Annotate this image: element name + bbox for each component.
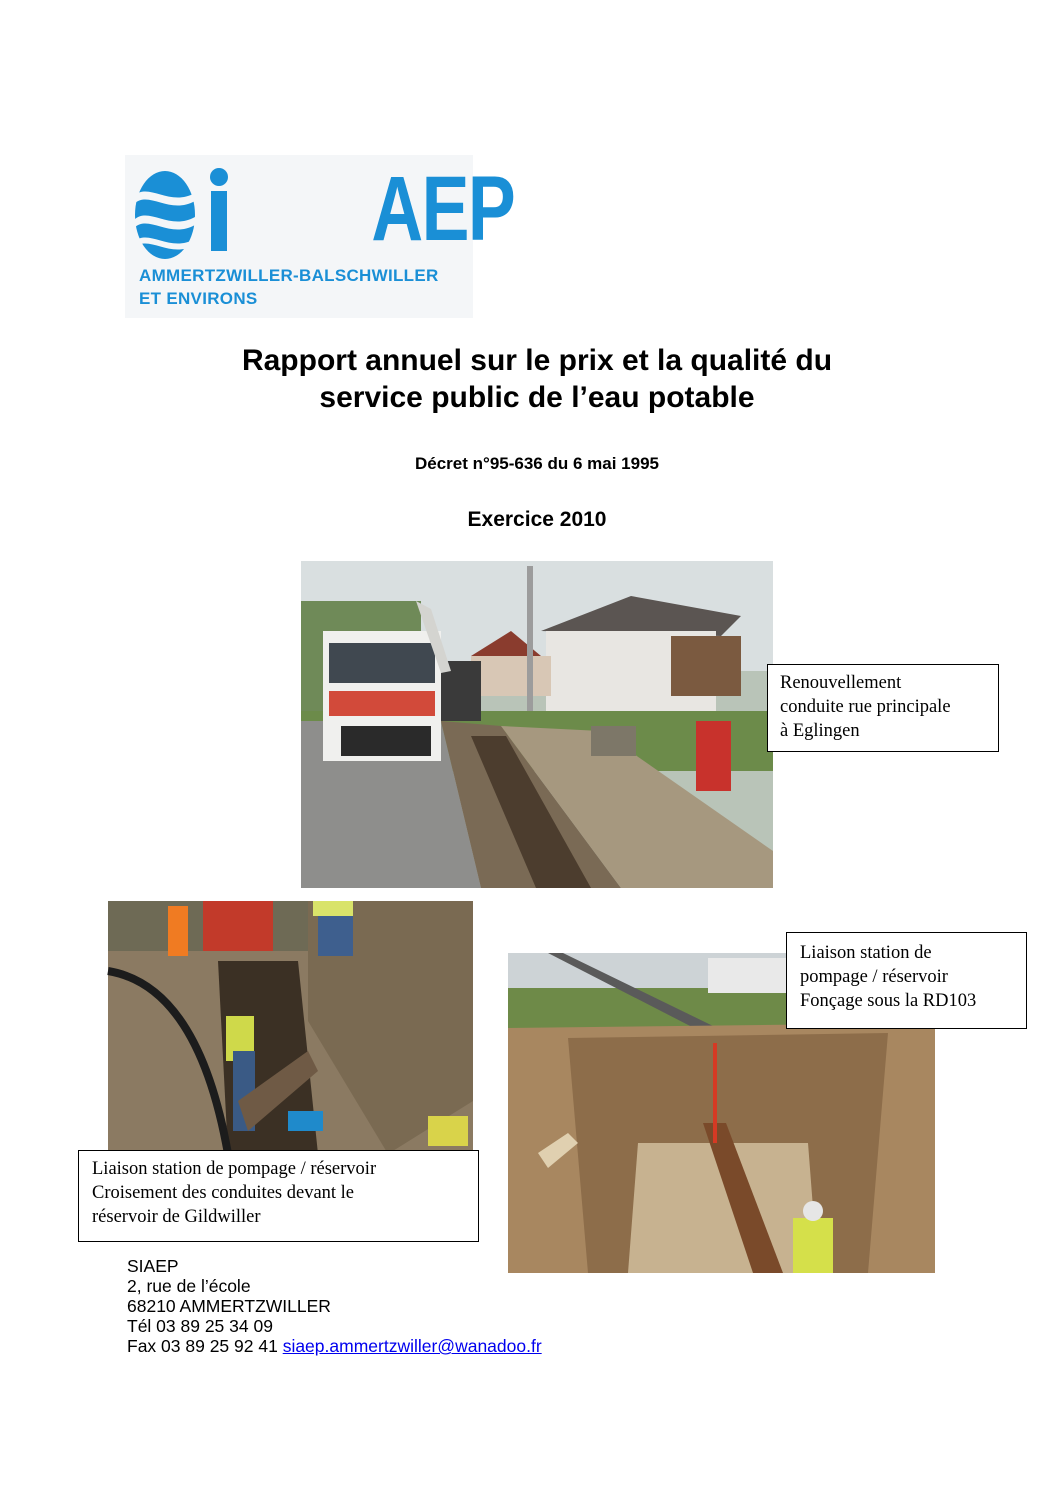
caption-photo-2 — [78, 1150, 479, 1242]
report-title-line2: service public de l’eau potable — [319, 381, 755, 414]
caption-photo-2-line2: Croisement des conduites devant le — [92, 1183, 355, 1203]
address-organization: SIAEP — [127, 1256, 179, 1276]
address-fax: Fax 03 89 25 92 41 — [127, 1336, 278, 1356]
caption-photo-3 — [786, 932, 1027, 1029]
logo-subtitle-line2: ET ENVIRONS — [139, 289, 258, 308]
caption-photo-1-line2: conduite rue principale — [780, 697, 951, 717]
address-phone: Tél 03 89 25 34 09 — [127, 1316, 273, 1336]
caption-photo-3-line3: Fonçage sous la RD103 — [800, 991, 977, 1011]
caption-photo-3-line2: pompage / réservoir — [800, 967, 948, 987]
address-fax-line — [127, 1336, 542, 1356]
logo-wordmark: AEP — [371, 158, 515, 260]
caption-photo-2-line3: réservoir de Gildwiller — [92, 1207, 261, 1227]
contact-address — [127, 1256, 542, 1356]
email-link[interactable]: siaep.ammertzwiller@wanadoo.fr — [282, 1336, 542, 1356]
report-title — [120, 342, 954, 416]
photo-road-trench — [301, 561, 773, 888]
photo-trench-pipe-crossing — [108, 901, 473, 1154]
exercise-year: Exercice 2010 — [467, 508, 607, 531]
address-street: 2, rue de l’école — [127, 1276, 251, 1296]
caption-photo-1-line1: Renouvellement — [780, 673, 902, 693]
logo-subtitle-line1: AMMERTZWILLER-BALSCHWILLER — [139, 266, 439, 285]
decree-reference: Décret n°95-636 du 6 mai 1995 — [415, 454, 659, 473]
siaep-logo — [125, 155, 515, 318]
caption-photo-1-line3: à Eglingen — [780, 721, 860, 741]
caption-photo-2-line1: Liaison station de pompage / réservoir — [92, 1159, 377, 1179]
caption-photo-3-line1: Liaison station de — [800, 943, 932, 963]
address-city: 68210 AMMERTZWILLER — [127, 1296, 331, 1316]
caption-photo-1 — [767, 664, 999, 752]
report-title-line1: Rapport annuel sur le prix et la qualité du — [241, 344, 833, 377]
